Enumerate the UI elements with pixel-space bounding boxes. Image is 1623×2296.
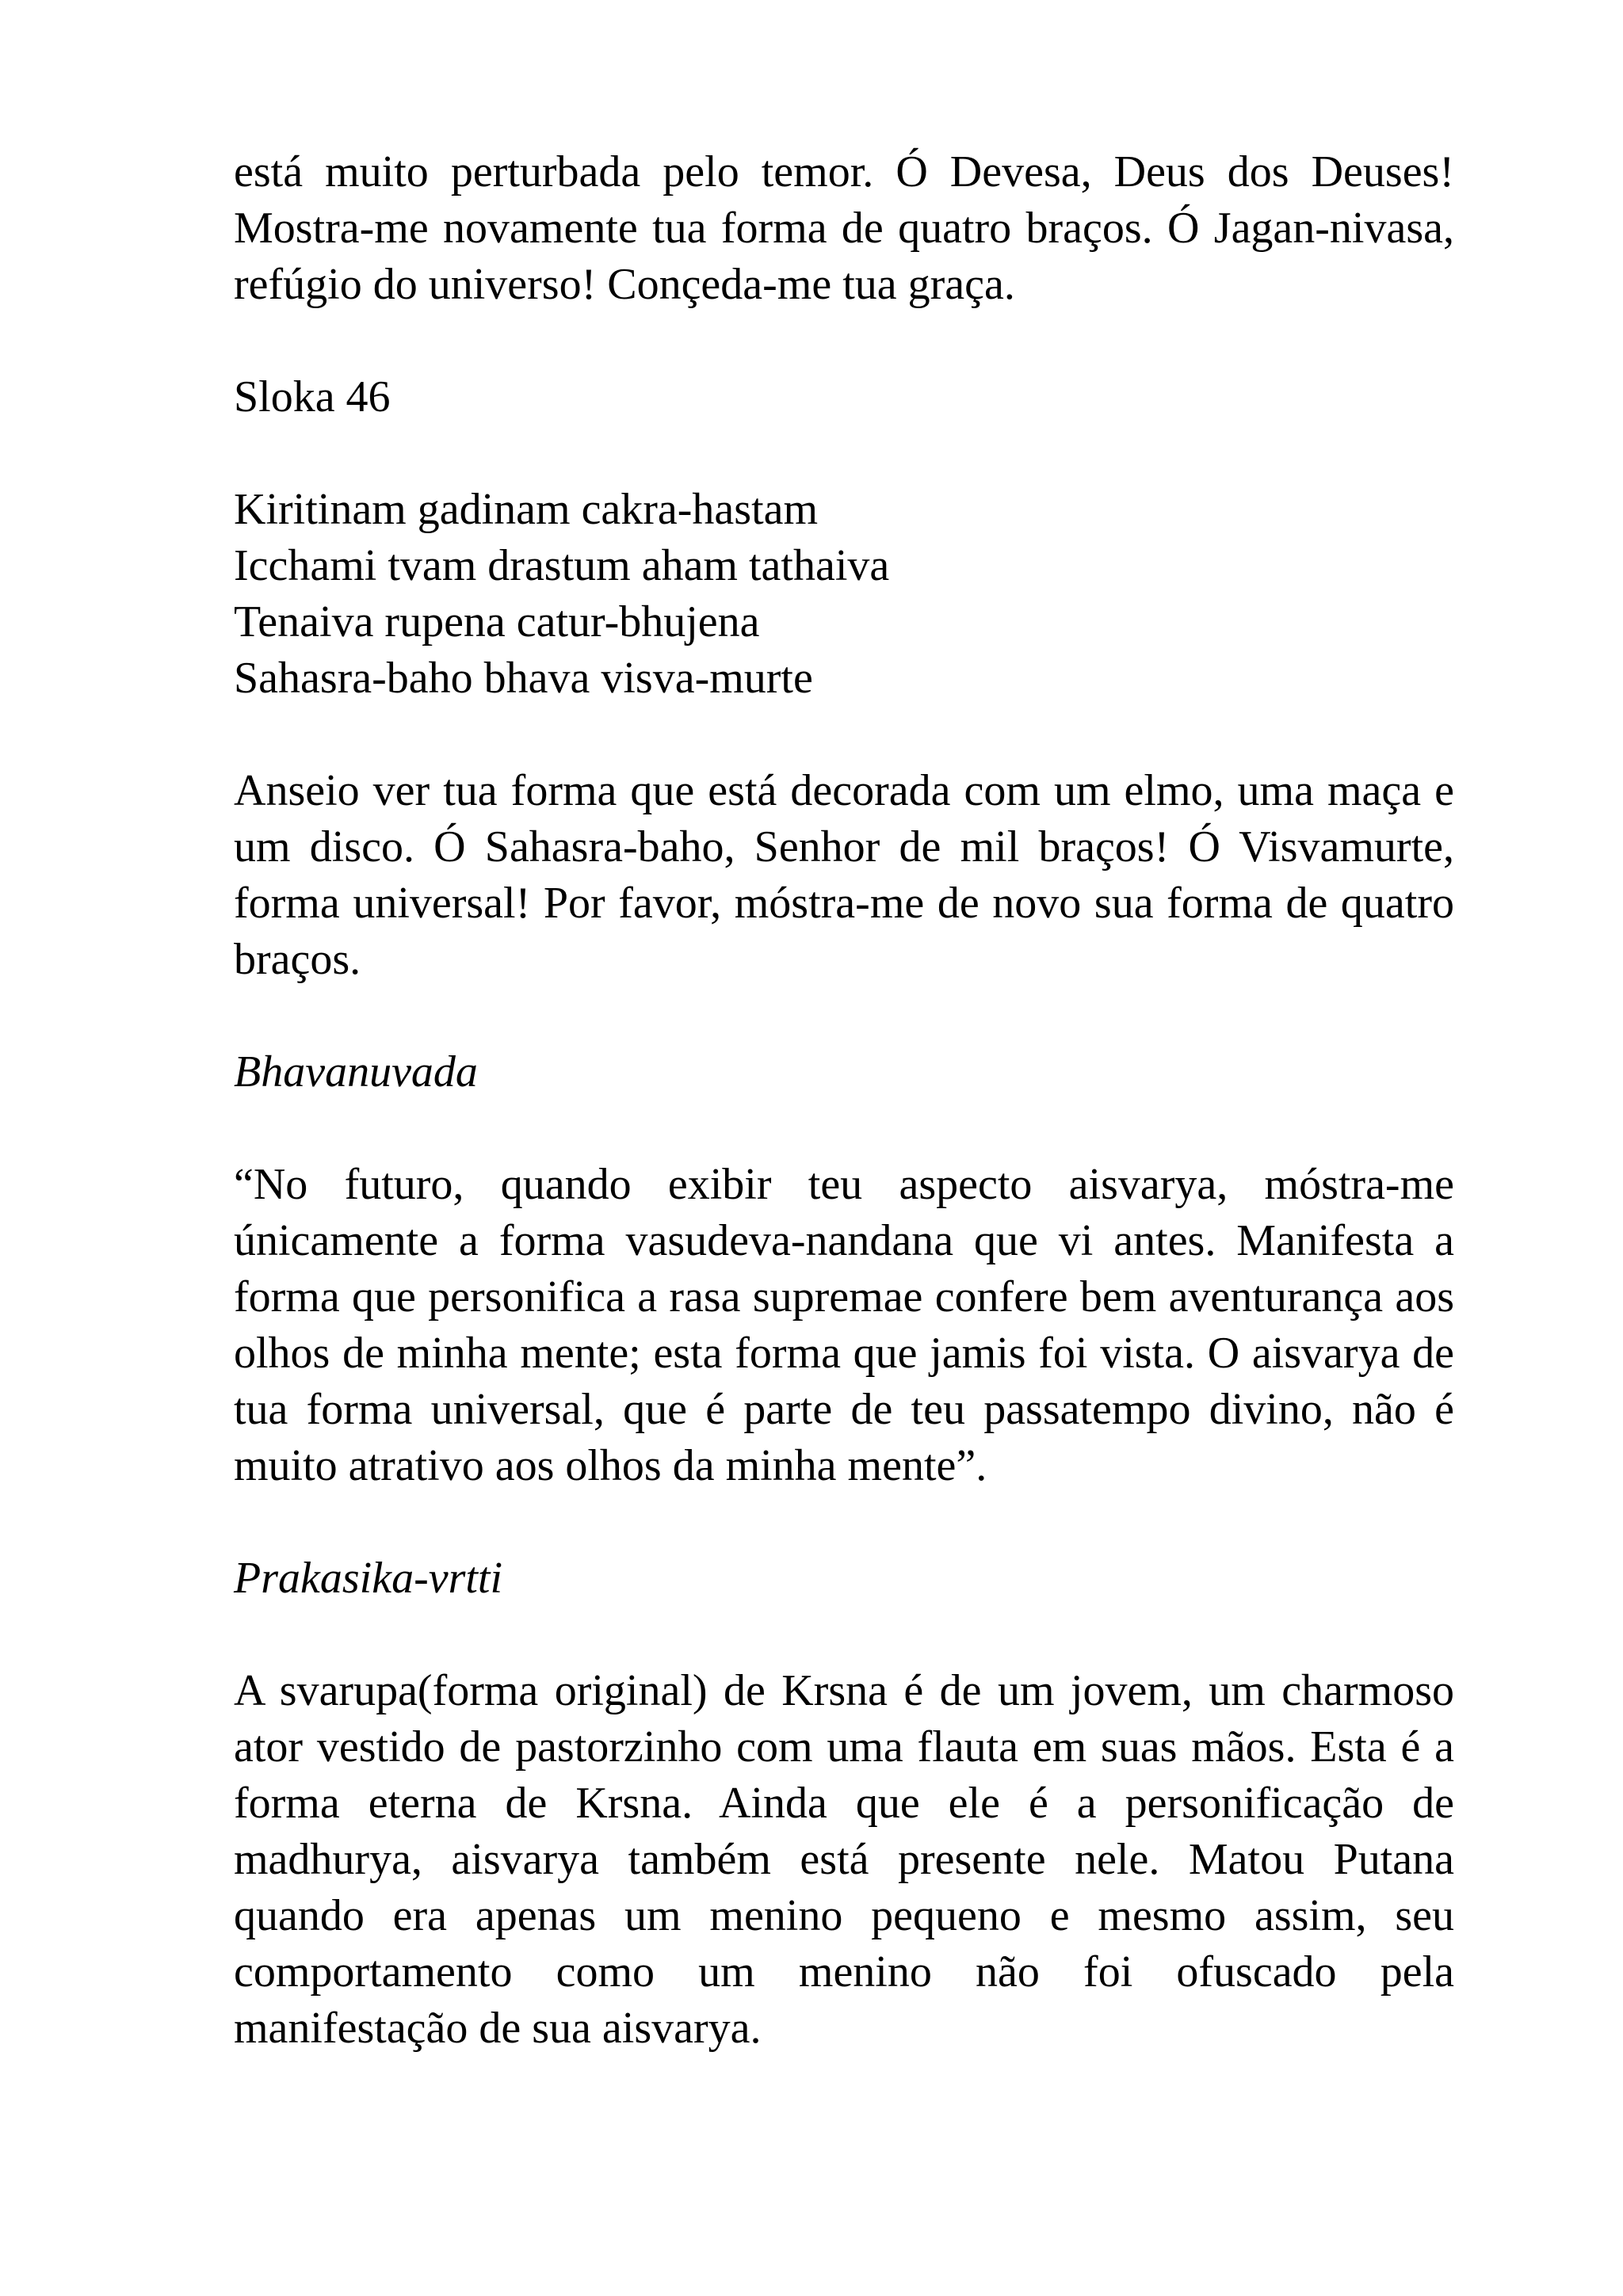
prakasika-paragraph: A svarupa(forma original) de Krsna é de um jovem, um charmoso ator vestido de pastorzinho com uma flauta em suas mãos. Esta é a forma eterna de Krsna. Ainda que ele é a personificação de madhurya, aisvarya também está presente nele. Matou Putana quando era apenas um menino pequeno e mesmo assim, seu comportamento como um menino não foi ofuscado pela manifestação de sua aisvarya.	[234, 1666, 1454, 2053]
sanskrit-verse	[234, 482, 1454, 707]
opening-paragraph: está muito perturbada pelo temor. Ó Devesa, Deus dos Deuses! Mostra-me novamente tua forma de quatro braços. Ó Jagan-nivasa, refúgio do universo! Conçeda-me tua graça.	[234, 147, 1454, 309]
verse-line: Kiritinam gadinam cakra-hastam	[234, 485, 819, 534]
verse-line: Sahasra-baho bhava visva-murte	[234, 654, 813, 703]
verse-line: Tenaiva rupena catur-bhujena	[234, 597, 760, 646]
verse-line: Icchami tvam drastum aham tathaiva	[234, 541, 890, 590]
bhavanuvada-paragraph: “No futuro, quando exibir teu aspecto aisvarya, móstra-me únicamente a forma vasudeva-nandana que vi antes. Manifesta a forma que personifica a rasa supremae confere bem aventurança aos olhos de minha mente; esta forma que jamis foi vista. O aisvarya de tua forma universal, que é parte de teu passatempo divino, não é muito atrativo aos olhos da minha mente”.	[234, 1160, 1454, 1490]
translation-paragraph: Anseio ver tua forma que está decorada com um elmo, uma maça e um disco. Ó Sahasra-baho, Senhor de mil braços! Ó Visvamurte, forma universal! Por favor, móstra-me de novo sua forma de quatro braços.	[234, 766, 1454, 984]
prakasika-heading: Prakasika-vrtti	[234, 1554, 503, 1603]
sloka-heading: Sloka 46	[234, 372, 391, 421]
document-page	[234, 144, 1454, 2057]
bhavanuvada-heading: Bhavanuvada	[234, 1047, 478, 1097]
